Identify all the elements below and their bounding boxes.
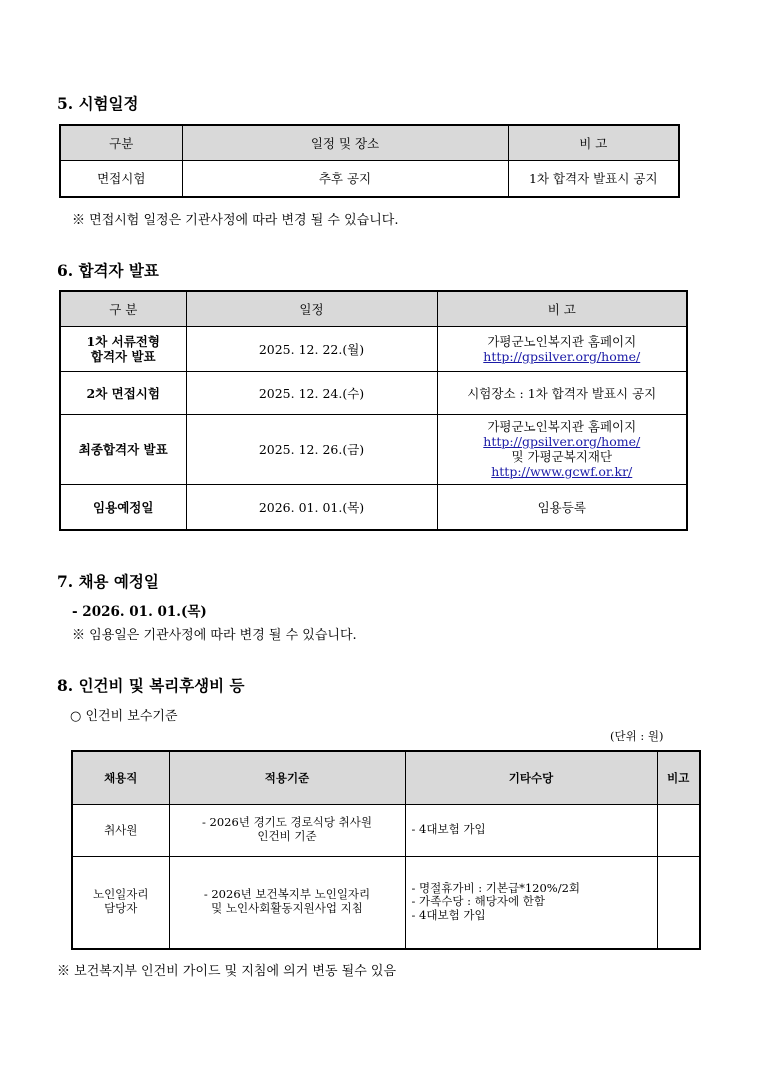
announcement-table xyxy=(59,290,688,531)
hire-note: ※ 임용일은 기관사정에 따라 변경 될 수 있습니다. xyxy=(72,628,357,643)
schedule-cell-category: 면접시험 xyxy=(60,160,182,197)
schedule-header-remark: 비 고 xyxy=(508,125,679,160)
pay-standard: - 2026년 경기도 경로식당 취사원 xyxy=(202,815,372,830)
pay-header-remark: 비고 xyxy=(657,751,700,804)
pay-header-allowance: 기타수당 xyxy=(405,751,657,804)
announce-header-date: 일정 xyxy=(186,291,437,326)
pay-standard: 및 노인사회활동지원사업 지침 xyxy=(211,901,363,916)
hire-date: - 2026. 01. 01.(목) xyxy=(72,604,207,620)
section7-heading: 7. 채용 예정일 xyxy=(57,572,159,591)
pay-job: 담당자 xyxy=(104,901,138,916)
pay-table xyxy=(71,750,701,950)
section5-heading: 5. 시험일정 xyxy=(57,94,139,113)
pay-allowance: - 4대보험 가입 xyxy=(411,822,486,837)
announce-header-category: 구 분 xyxy=(60,291,186,326)
announce-remark: 시험장소 : 1차 합격자 발표시 공지 xyxy=(437,371,687,414)
pay-header-standard: 적용기준 xyxy=(169,751,405,804)
table-row xyxy=(60,371,687,414)
announce-date: 2025. 12. 22.(월) xyxy=(186,326,437,371)
announce-label: 최종합격자 발표 xyxy=(60,414,186,484)
pay-job: 노인일자리 xyxy=(92,887,149,902)
announce-header-remark: 비 고 xyxy=(437,291,687,326)
announce-remark: 가평군노인복지관 홈페이지 xyxy=(487,333,637,349)
announce-remark: 가평군노인복지관 홈페이지 xyxy=(487,419,637,434)
unit-label: (단위 : 원) xyxy=(610,729,664,743)
announce-label: 임용예정일 xyxy=(60,484,186,530)
table-row xyxy=(60,414,687,484)
pay-standard-subheading: ○ 인건비 보수기준 xyxy=(70,709,178,724)
schedule-header-category: 구분 xyxy=(60,125,182,160)
pay-remark xyxy=(657,804,700,856)
pay-header-job: 채용직 xyxy=(72,751,169,804)
schedule-header-place: 일정 및 장소 xyxy=(182,125,508,160)
announce-date: 2026. 01. 01.(목) xyxy=(186,484,437,530)
pay-job: 취사원 xyxy=(72,804,169,856)
pay-note: ※ 보건복지부 인건비 가이드 및 지침에 의거 변동 될수 있음 xyxy=(57,964,397,979)
pay-standard: - 2026년 보건복지부 노인일자리 xyxy=(203,887,371,902)
pay-allowance: - 가족수당 : 해당자에 한함 xyxy=(411,894,545,909)
schedule-note: ※ 면접시험 일정은 기관사정에 따라 변경 될 수 있습니다. xyxy=(72,213,399,228)
pay-standard: 인건비 기준 xyxy=(257,829,317,843)
table-row xyxy=(60,484,687,530)
announce-date: 2025. 12. 26.(금) xyxy=(186,414,437,484)
section8-heading: 8. 인건비 및 복리후생비 등 xyxy=(57,676,245,695)
announce-remark: 임용등록 xyxy=(437,484,687,530)
section6-heading: 6. 합격자 발표 xyxy=(57,261,159,280)
schedule-cell-remark: 1차 합격자 발표시 공지 xyxy=(508,160,679,197)
pay-remark xyxy=(657,856,700,949)
announce-date: 2025. 12. 24.(수) xyxy=(186,371,437,414)
table-row xyxy=(72,804,700,856)
schedule-table xyxy=(59,124,680,198)
announce-label: 2차 면접시험 xyxy=(60,371,186,414)
announce-remark: 및 가평군복지재단 xyxy=(511,449,613,464)
table-row xyxy=(72,856,700,949)
foundation-link[interactable]: http://www.gcwf.or.kr/ xyxy=(491,464,633,479)
schedule-cell-place: 추후 공지 xyxy=(182,160,508,197)
pay-allowance: - 명절휴가비 : 기본급*120%/2회 xyxy=(411,880,581,895)
homepage-link[interactable]: http://gpsilver.org/home/ xyxy=(483,434,641,449)
announce-label: 합격자 발표 xyxy=(90,348,156,364)
table-row xyxy=(60,326,687,371)
homepage-link[interactable]: http://gpsilver.org/home/ xyxy=(483,348,641,364)
announce-label: 1차 서류전형 xyxy=(86,333,160,349)
pay-allowance: - 4대보험 가입 xyxy=(411,908,486,923)
